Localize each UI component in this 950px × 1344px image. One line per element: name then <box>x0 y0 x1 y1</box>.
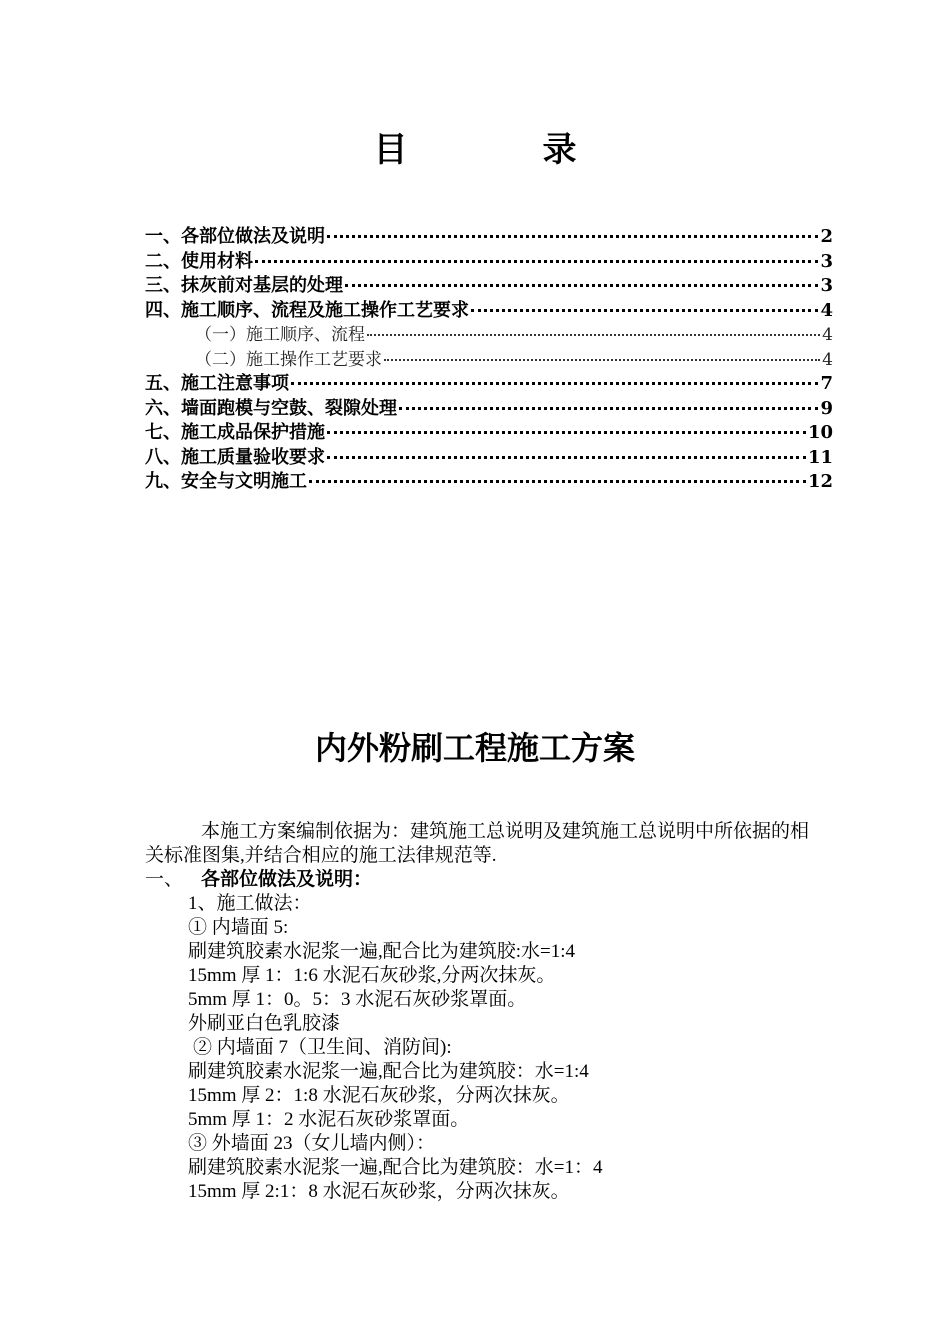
body-line: 刷建筑胶素水泥浆一遍,配合比为建筑胶：水=1:4 <box>188 1061 589 1082</box>
toc-entry[interactable] <box>145 470 833 495</box>
body-line: 外刷亚白色乳胶漆 <box>188 1013 341 1034</box>
document-body <box>145 820 825 1204</box>
toc-leader-dots <box>309 480 806 483</box>
toc-entry-label: 五、施工注意事项 <box>145 373 289 394</box>
body-line: ① 内墙面 5: <box>188 917 289 938</box>
toc-entry-label: 六、墙面跑模与空鼓、裂隙处理 <box>145 397 397 419</box>
toc-entry-label: （二）施工操作工艺要求 <box>195 349 382 370</box>
document-title: 内外粉刷工程施工方案 <box>314 729 635 767</box>
toc-entry-page: 4 <box>822 349 833 370</box>
toc-entry[interactable] <box>145 250 833 275</box>
toc-entry-label: 九、安全与文明施工 <box>145 471 307 492</box>
toc-entry-page: 2 <box>820 226 833 247</box>
toc-leader-dots <box>399 407 818 410</box>
toc-entry[interactable] <box>145 348 833 373</box>
body-line: 15mm 厚 1：1:6 水泥石灰砂浆,分两次抹灰。 <box>188 965 556 986</box>
section-heading <box>145 868 825 892</box>
body-line: ② 内墙面 7（卫生间、消防间): <box>193 1037 452 1058</box>
toc-entry-page: 3 <box>820 275 833 296</box>
toc-entry[interactable] <box>145 397 833 422</box>
toc-entry[interactable] <box>145 446 833 471</box>
toc-entry-page: 9 <box>820 397 833 419</box>
toc-leader-dots <box>327 456 806 459</box>
toc-entry-page: 10 <box>807 422 833 443</box>
toc-leader-dots <box>255 260 818 263</box>
body-line: 1、施工做法： <box>188 893 312 914</box>
body-line: ③ 外墙面 23（女儿墙内侧）： <box>188 1133 436 1154</box>
body-line: 15mm 厚 2：1:8 水泥石灰砂浆，分两次抹灰。 <box>188 1085 570 1106</box>
body-line: 15mm 厚 2:1：8 水泥石灰砂浆，分两次抹灰。 <box>188 1181 570 1202</box>
toc-entry-label: 八、施工质量验收要求 <box>145 446 325 468</box>
toc-entry-page: 3 <box>820 250 833 272</box>
toc-title-char-2: 录 <box>542 130 577 170</box>
toc-entry-page: 4 <box>820 299 833 321</box>
toc-title <box>0 128 950 172</box>
toc-entry-label: 四、施工顺序、流程及施工操作工艺要求 <box>145 299 469 321</box>
toc-entry-label: 一、各部位做法及说明 <box>145 226 325 247</box>
toc-leader-dots <box>345 284 818 287</box>
toc-entry-label: 七、施工成品保护措施 <box>145 422 325 443</box>
body-line: 5mm 厚 1：0。5：3 水泥石灰砂浆罩面。 <box>188 989 527 1010</box>
toc-entry-page: 7 <box>820 373 833 394</box>
toc-entry[interactable] <box>145 299 833 324</box>
toc-entry[interactable] <box>145 421 833 446</box>
section-index: 一、 <box>145 869 184 890</box>
toc-entry-page: 11 <box>807 446 833 468</box>
section-content <box>145 892 825 1204</box>
section-title: 各部位做法及说明： <box>201 869 373 890</box>
body-line: 5mm 厚 1：2 水泥石灰砂浆罩面。 <box>188 1109 470 1130</box>
body-line: 刷建筑胶素水泥浆一遍,配合比为建筑胶：水=1：4 <box>188 1157 603 1178</box>
toc-entry[interactable] <box>145 372 833 397</box>
toc-entry-label: 二、使用材料 <box>145 250 253 272</box>
toc-entry-label: （一）施工顺序、流程 <box>195 325 365 345</box>
toc-entry-page: 12 <box>807 471 833 492</box>
toc-leader-dots <box>327 235 818 238</box>
toc-leader-dots <box>291 382 818 385</box>
body-line: 刷建筑胶素水泥浆一遍,配合比为建筑胶:水=1:4 <box>188 941 576 962</box>
toc-entry[interactable] <box>145 225 833 250</box>
toc-entry[interactable] <box>145 274 833 299</box>
toc-entry-label: 三、抹灰前对基层的处理 <box>145 275 343 296</box>
toc-leader-dots <box>471 309 818 312</box>
toc-leader-dots <box>384 359 820 361</box>
table-of-contents <box>145 225 833 495</box>
intro-paragraph: 本施工方案编制依据为：建筑施工总说明及建筑施工总说明中所依据的相关标准图集,并结合相应的施工法律规范等. <box>145 821 810 866</box>
toc-leader-dots <box>327 431 806 434</box>
toc-entry-page: 4 <box>822 325 833 345</box>
toc-entry[interactable] <box>145 323 833 348</box>
toc-leader-dots <box>367 334 820 336</box>
toc-title-char-1: 目 <box>373 130 408 170</box>
